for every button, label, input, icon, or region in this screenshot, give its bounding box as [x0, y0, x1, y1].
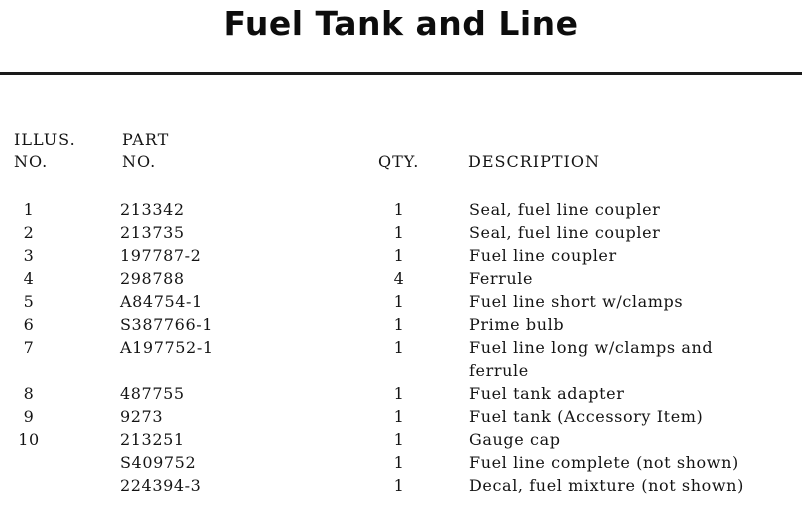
qty-cell: 1	[393, 292, 405, 311]
illus-header-line1: ILLUS.	[14, 130, 76, 149]
illus-no-cell: 10	[18, 430, 40, 449]
table-row	[0, 244, 802, 267]
part-no-cell: A84754-1	[120, 292, 203, 311]
part-no-cell: 213342	[120, 200, 185, 219]
illus-no-header	[14, 129, 76, 173]
qty-header: QTY.	[378, 152, 420, 171]
table-row	[0, 405, 802, 428]
table-row	[0, 221, 802, 244]
qty-cell: 1	[393, 476, 405, 495]
part-no-cell: S409752	[120, 453, 197, 472]
part-no-cell: 487755	[120, 384, 185, 403]
title-divider	[0, 72, 802, 75]
illus-no-cell: 1	[23, 200, 35, 219]
illus-no-cell: 4	[23, 269, 35, 288]
part-no-cell: 298788	[120, 269, 185, 288]
part-no-cell: 213735	[120, 223, 185, 242]
part-no-cell: 224394-3	[120, 476, 202, 495]
qty-cell: 1	[393, 246, 405, 265]
part-no-cell: S387766-1	[120, 315, 214, 334]
qty-cell: 1	[393, 315, 405, 334]
description-cell: Gauge cap	[469, 430, 561, 449]
description-cell: Ferrule	[469, 269, 534, 288]
parts-table	[0, 198, 802, 497]
part-no-cell: A197752-1	[120, 338, 214, 357]
illus-header-line2: NO.	[14, 152, 49, 171]
table-row	[0, 198, 802, 221]
part-no-cell: 197787-2	[120, 246, 202, 265]
qty-cell: 1	[393, 453, 405, 472]
description-cell: Seal, fuel line coupler	[469, 223, 661, 242]
part-no-cell: 213251	[120, 430, 185, 449]
illus-no-cell: 9	[23, 407, 35, 426]
illus-no-cell: 7	[23, 338, 35, 357]
part-header-line2: NO.	[122, 152, 157, 171]
part-no-cell: 9273	[120, 407, 164, 426]
illus-no-cell: 6	[23, 315, 35, 334]
part-no-header	[122, 129, 169, 173]
description-cell: Seal, fuel line coupler	[469, 200, 661, 219]
qty-cell: 1	[393, 430, 405, 449]
qty-cell: 4	[393, 269, 405, 288]
table-row	[0, 313, 802, 336]
description-cell: Fuel line long w/clamps and ferrule	[469, 338, 714, 380]
description-cell: Fuel tank (Accessory Item)	[469, 407, 704, 426]
table-row	[0, 267, 802, 290]
table-row	[0, 382, 802, 405]
illus-no-cell: 3	[23, 246, 35, 265]
qty-cell: 1	[393, 384, 405, 403]
qty-cell: 1	[393, 407, 405, 426]
table-row	[0, 336, 802, 382]
qty-cell: 1	[393, 200, 405, 219]
description-cell: Fuel line short w/clamps	[469, 292, 684, 311]
description-cell: Fuel line complete (not shown)	[469, 453, 739, 472]
table-row	[0, 428, 802, 451]
page-title: Fuel Tank and Line	[223, 4, 579, 43]
illus-no-cell: 2	[23, 223, 35, 242]
description-cell: Decal, fuel mixture (not shown)	[469, 476, 744, 495]
table-row	[0, 451, 802, 474]
description-header: DESCRIPTION	[468, 152, 600, 171]
qty-cell: 1	[393, 223, 405, 242]
description-cell: Fuel line coupler	[469, 246, 617, 265]
table-row	[0, 290, 802, 313]
illus-no-cell: 5	[23, 292, 35, 311]
table-row	[0, 474, 802, 497]
part-header-line1: PART	[122, 130, 170, 149]
qty-cell: 1	[393, 338, 405, 357]
description-cell: Fuel tank adapter	[469, 384, 625, 403]
description-cell: Prime bulb	[469, 315, 565, 334]
illus-no-cell: 8	[23, 384, 35, 403]
